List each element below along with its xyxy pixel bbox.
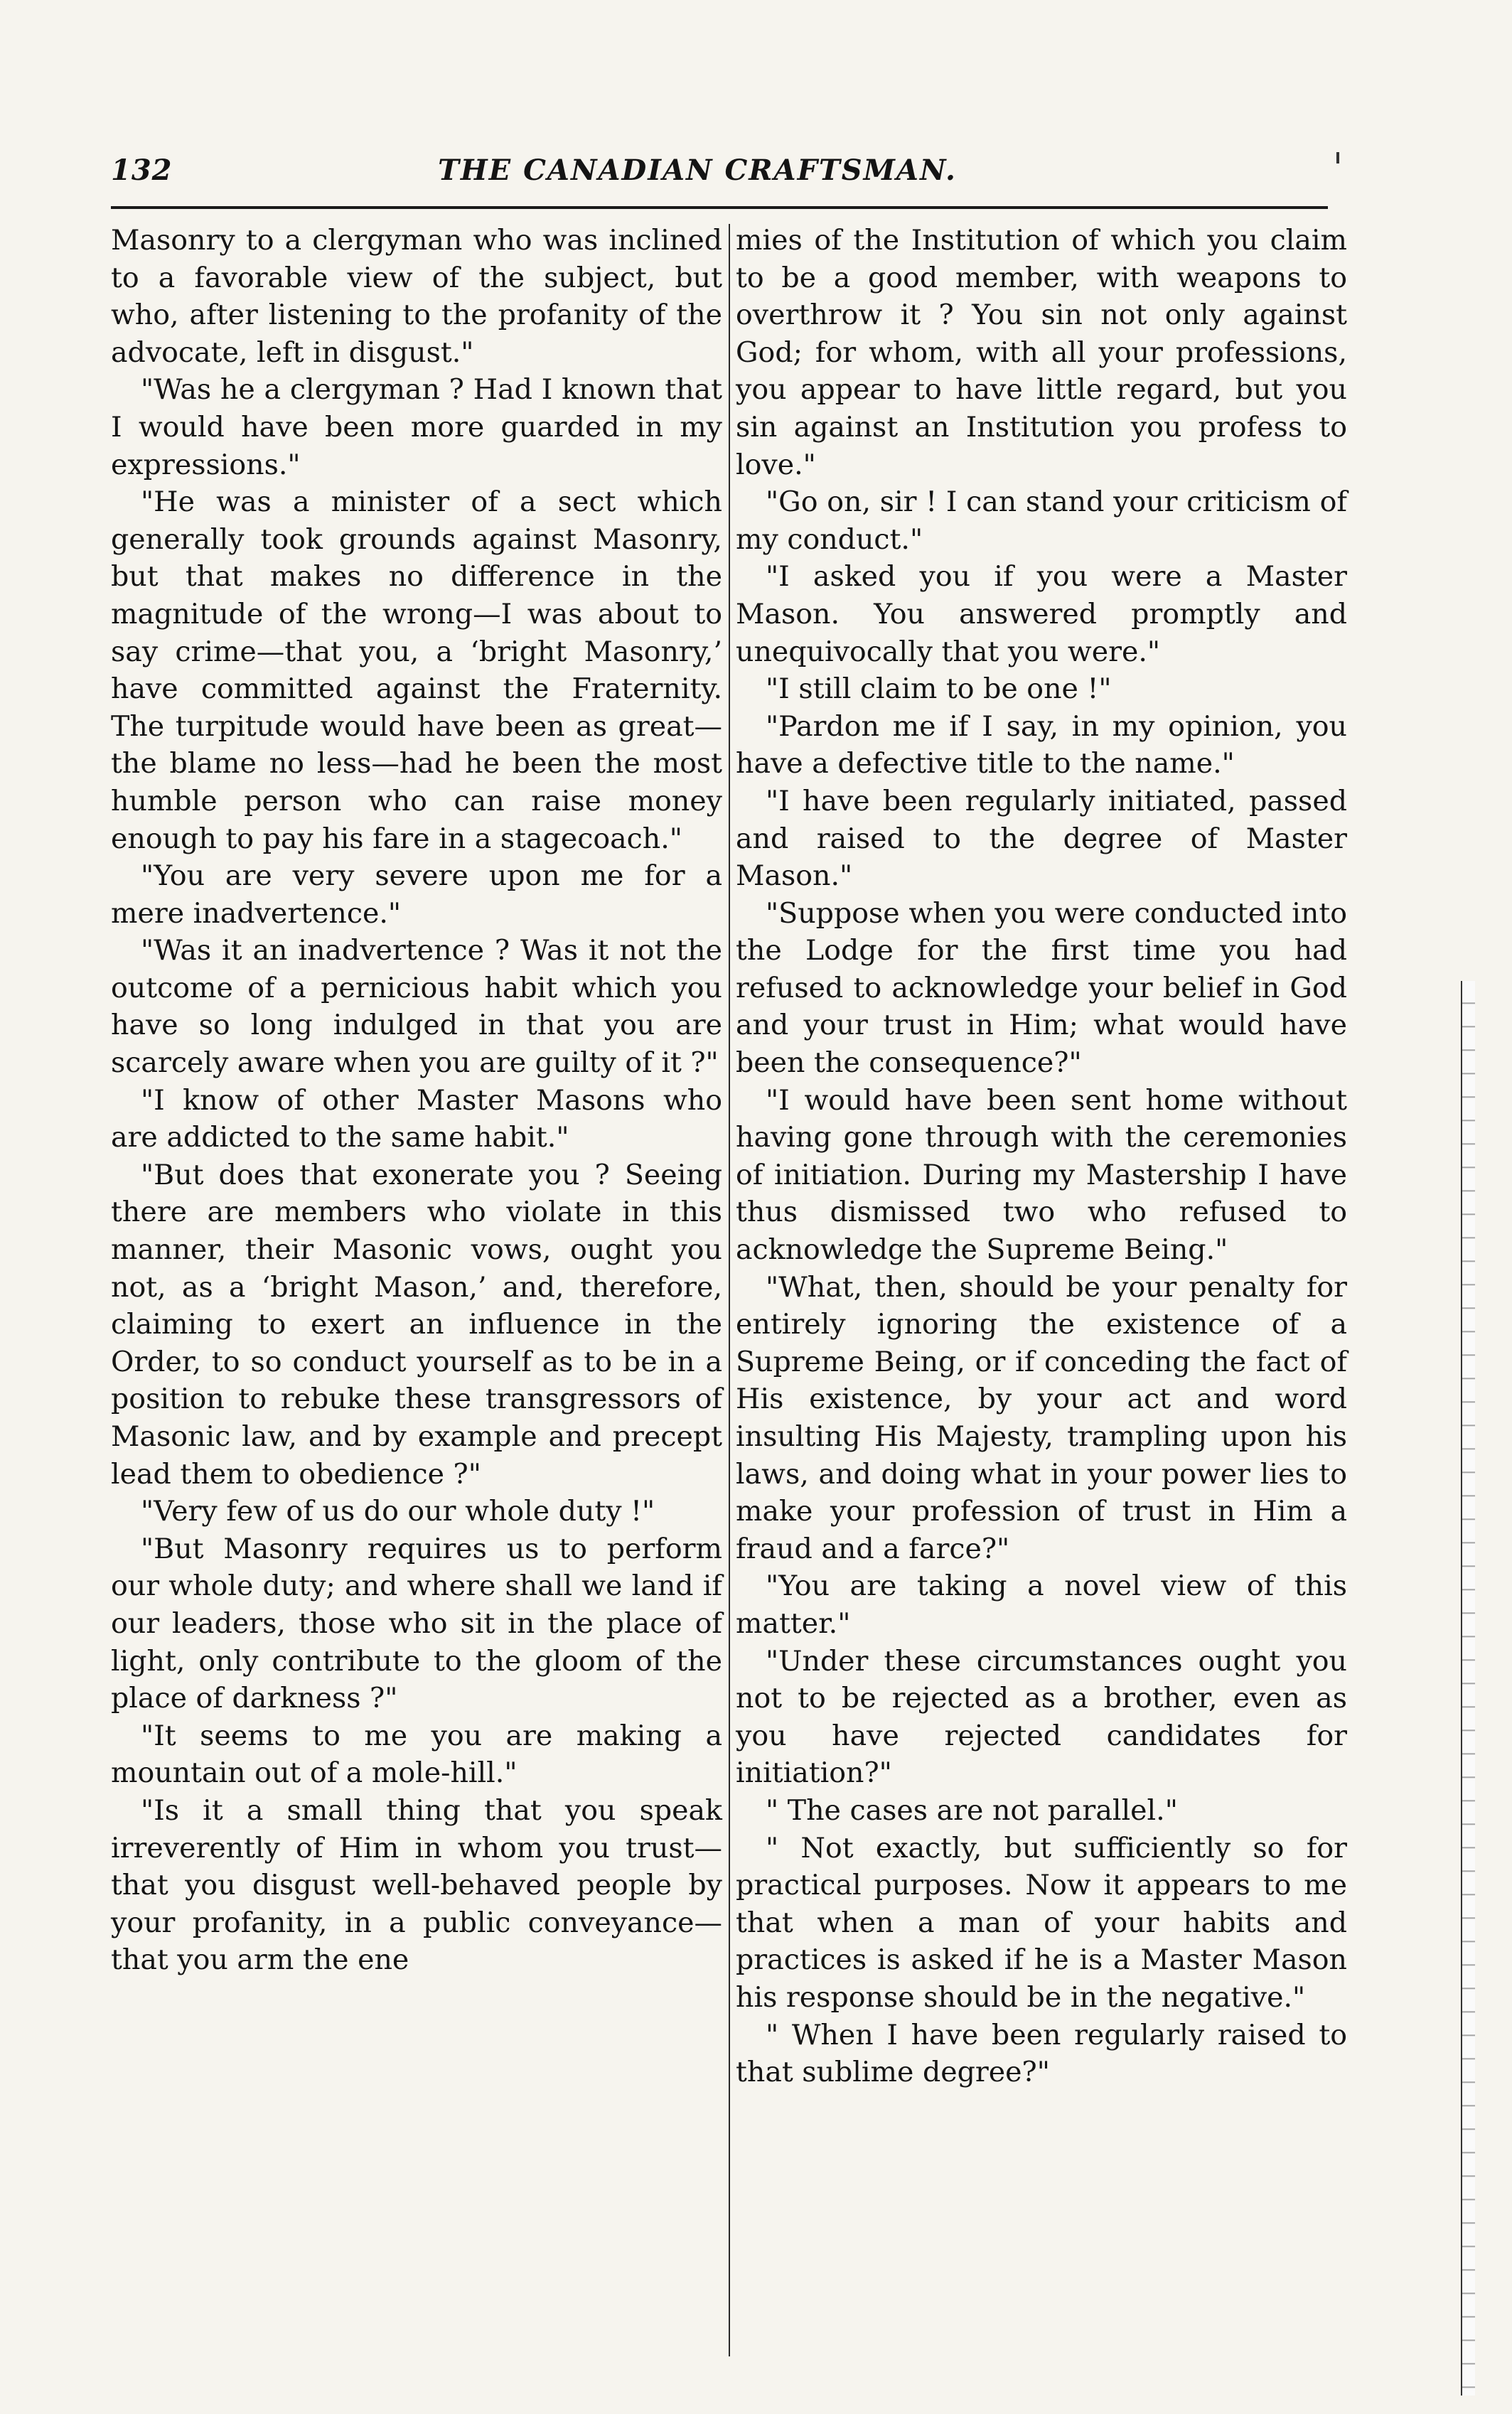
- paragraph: "I have been regularly initiated, passed and raised to the degree of Master Mason.": [736, 784, 1347, 893]
- header-rule: [111, 206, 1328, 209]
- paragraph: Masonry to a clergyman who was inclined to a favorable view of the subject, but who, after listening to the profanity of the advocate, left in disgust.": [111, 224, 722, 369]
- paragraph: "I asked you if you were a Master Mason. You answered promptly and unequivocally that you were.": [736, 560, 1347, 668]
- paragraph: " The cases are not parallel.": [766, 1793, 1178, 1827]
- paragraph: "He was a minister of a sect which generally took grounds against Masonry, but that makes no difference in the magnitude of the wrong—I was about to say crime—that you, a ‘bright Masonry,’ have committed against the Fraternity. The turpitude would have been as great—the blame no less—had he been the most humble person who can raise money enough to pay his fare in a stagecoach.": [111, 486, 722, 855]
- page-header: [111, 149, 1284, 199]
- binding-edge: [1461, 981, 1475, 2396]
- paragraph: "I know of other Master Masons who are addicted to the same habit.": [111, 1083, 722, 1154]
- paragraph: "I still claim to be one !": [766, 672, 1112, 706]
- paragraph: " When I have been regularly raised to that sublime degree?": [736, 2018, 1347, 2089]
- left-column: [111, 222, 722, 1979]
- paragraph: "I would have been sent home without having gone through with the ceremonies of initiation. During my Mastership I have thus dismissed two who refused to acknowledge the Supreme Being.": [736, 1083, 1347, 1267]
- paragraph: "But Masonry requires us to perform our whole duty; and where shall we land if our leaders, those who sit in the place of light, only contribute to the gloom of the place of darkness ?": [111, 1532, 722, 1715]
- paragraph: "What, then, should be your penalty for entirely ignoring the existence of a Supreme Being, or if conceding the fact of His existence, by your act and word insulting His Majesty, trampling upon his laws, and doing what in your power lies to make your profession of trust in Him a fraud and a farce?": [736, 1270, 1347, 1565]
- paragraph: " Not exactly, but sufficiently so for practical purposes. Now it appears to me that when a man of your habits and practices is asked if he is a Master Mason his response should be in the negative.": [736, 1831, 1347, 2014]
- paragraph: "Very few of us do our whole duty !": [141, 1495, 655, 1528]
- paragraph: "Under these circumstances ought you not to be rejected as a brother, even as you have rejected candidates for initiation?": [736, 1644, 1347, 1790]
- paragraph: "But does that exonerate you ? Seeing there are members who violate in this manner, their Masonic vows, ought you not, as a ‘bright Mason,’ and, therefore, claiming to exert an influence in the Order, to so conduct yourself as to be in a position to rebuke these transgressors of Masonic law, and by example and precept lead them to obedience ?": [111, 1158, 722, 1491]
- column-divider: [729, 224, 730, 2356]
- paragraph: "Go on, sir ! I can stand your criticism of my conduct.": [736, 486, 1347, 556]
- paragraph: "Pardon me if I say, in my opinion, you have a defective title to the name.": [736, 709, 1347, 780]
- paragraph: "Suppose when you were conducted into the Lodge for the first time you had refused to acknowledge your belief in God and your trust in Him; what would have been the consequence?": [736, 896, 1347, 1080]
- running-title: THE CANADIAN CRAFTSMAN.: [438, 154, 957, 187]
- paragraph: "Was it an inadvertence ? Was it not the outcome of a pernicious habit which you have so long indulged in that you are scarcely aware when you are guilty of it ?": [111, 934, 722, 1080]
- paragraph: "You are taking a novel view of this matter.": [736, 1570, 1347, 1640]
- page-number: 132: [111, 154, 173, 187]
- paragraph: mies of the Institution of which you claim to be a good member, with weapons to overthrow it ? You sin not only against God; for whom, with all your professions, you appear to have little regard, but you sin against an Institution you profess to love.": [736, 224, 1347, 481]
- paragraph: "Is it a small thing that you speak irreverently of Him in whom you trust—that you disgust well-behaved people by your profanity, in a public conveyance—that you arm the ene: [111, 1793, 722, 1977]
- paragraph: "You are very severe upon me for a mere inadvertence.": [111, 859, 722, 930]
- paragraph: "It seems to me you are making a mountain out of a mole-hill.": [111, 1719, 722, 1790]
- margin-mark: [1336, 152, 1339, 163]
- paragraph: "Was he a clergyman ? Had I known that I would have been more guarded in my expressions.": [111, 373, 722, 481]
- right-column: [736, 222, 1347, 2091]
